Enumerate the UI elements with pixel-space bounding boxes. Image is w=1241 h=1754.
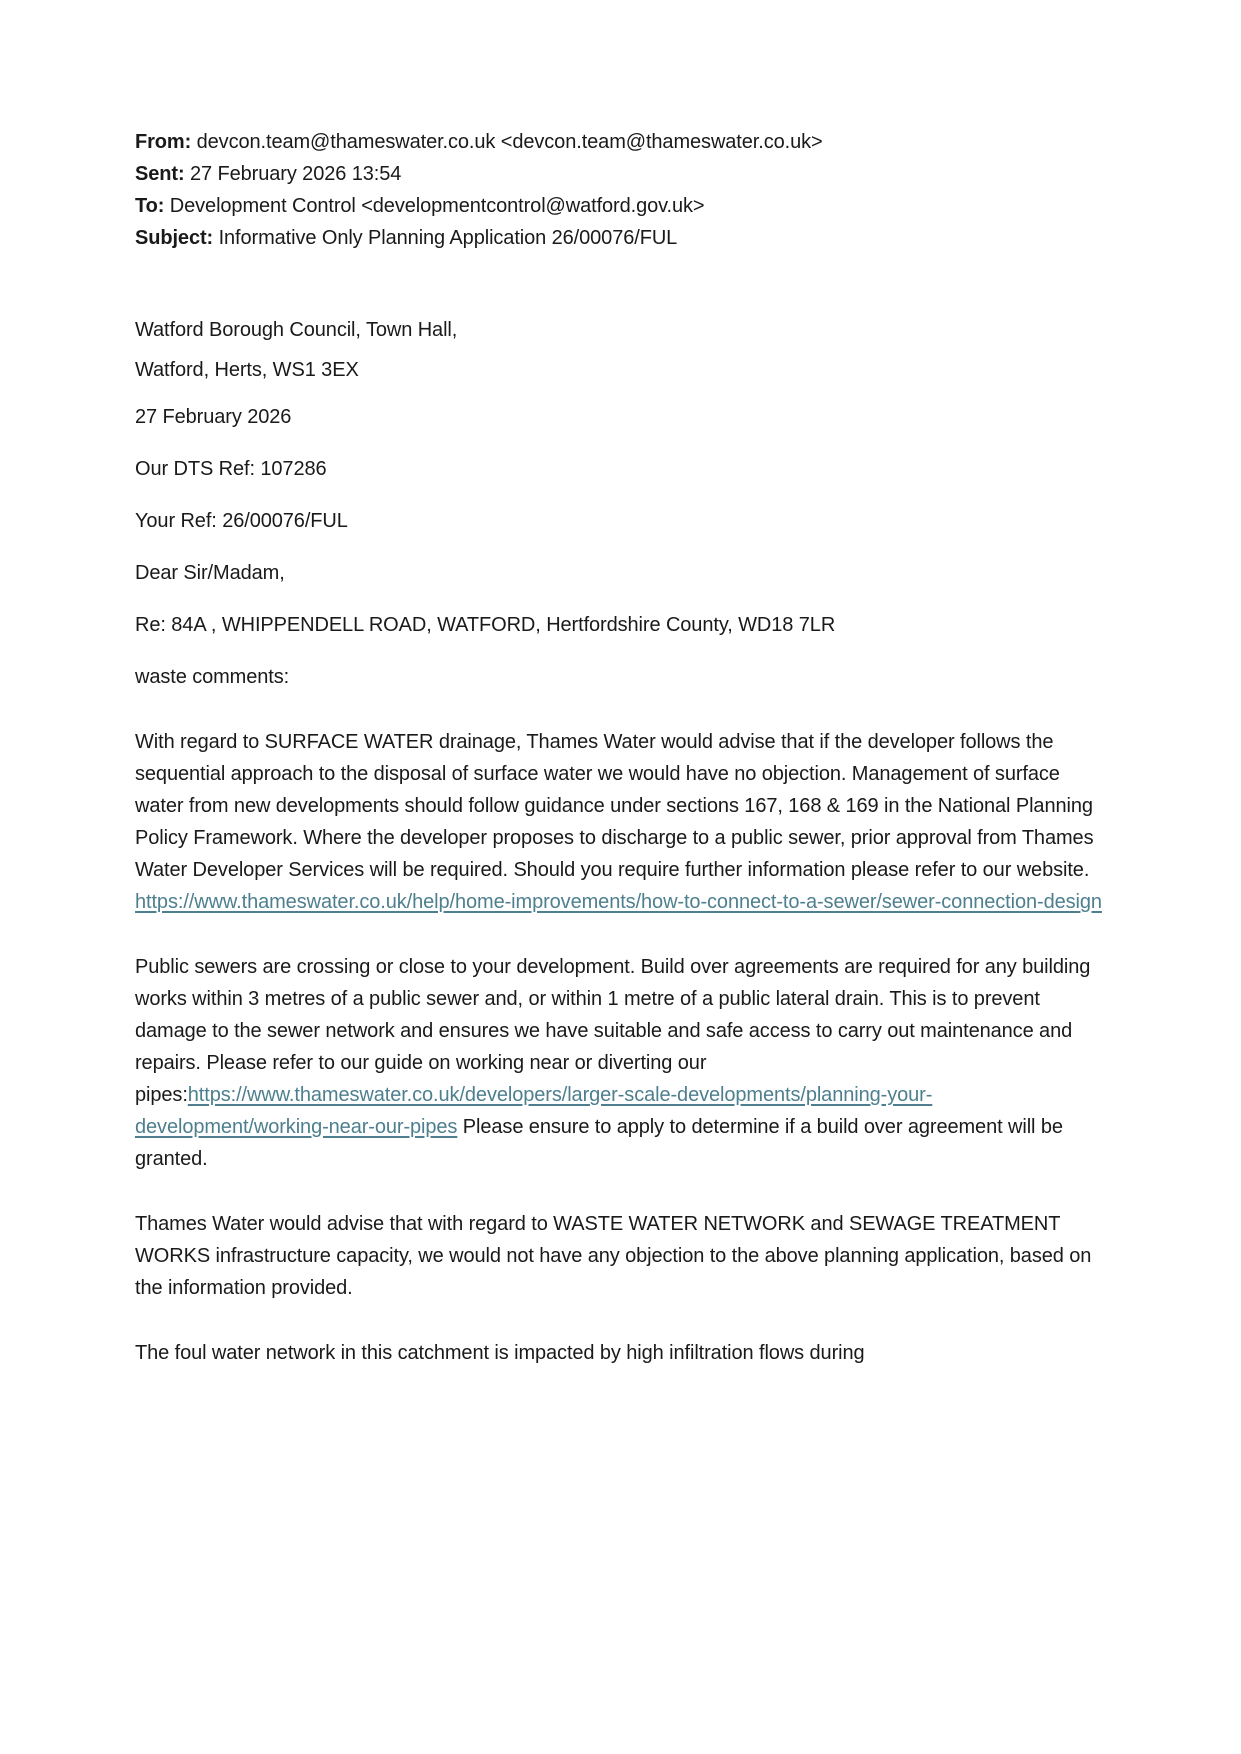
address-line-1: Watford Borough Council, Town Hall, — [135, 319, 458, 341]
paragraph-text: With regard to SURFACE WATER drainage, Thames Water would advise that if the developer follows the sequential approach to the disposal of surface water we would have no objection. Management of surface water from new developments should follow guidance under sections 167, 168 & 169 in the National Planning Policy Framework. Where the developer proposes to discharge to a public sewer, prior approval from Thames Water Developer Services will be required. Should you require further information please refer to our website. — [135, 731, 1094, 881]
paragraph-text: Thames Water would advise that with regard to WASTE WATER NETWORK and SEWAGE TREATMENT WORKS infrastructure capacity, we would not have any objection to the above planning application, based on the information provided. — [135, 1213, 1092, 1299]
address-line-2: Watford, Herts, WS1 3EX — [135, 359, 359, 381]
subject-label: Subject: — [135, 227, 214, 249]
from-value: devcon.team@thameswater.co.uk <devcon.team@thameswater.co.uk> — [196, 131, 823, 153]
email-header-from — [135, 126, 1106, 158]
paragraph-foul-water — [135, 1337, 1106, 1369]
to-label: To: — [135, 195, 165, 217]
hyperlink[interactable]: https://www.thameswater.co.uk/developers/larger-scale-developments/planning-your-development/working-near-our-pipes — [135, 1084, 933, 1138]
email-header-sent — [135, 158, 1106, 190]
email-header-subject — [135, 222, 1106, 254]
your-ref: Your Ref: 26/00076/FUL — [135, 510, 348, 532]
from-label: From: — [135, 131, 192, 153]
re-line: Re: 84A , WHIPPENDELL ROAD, WATFORD, Hertfordshire County, WD18 7LR — [135, 614, 836, 636]
email-header-to — [135, 190, 1106, 222]
letter-date: 27 February 2026 — [135, 406, 292, 428]
paragraph-waste-water-network — [135, 1208, 1106, 1304]
our-dts-ref: Our DTS Ref: 107286 — [135, 458, 327, 480]
paragraph-text: The foul water network in this catchment is impacted by high infiltration flows during — [135, 1342, 865, 1364]
paragraph-public-sewers — [135, 951, 1106, 1175]
recipient-address — [135, 314, 1106, 386]
email-header — [135, 126, 1106, 254]
comments-heading: waste comments: — [135, 666, 290, 688]
sent-label: Sent: — [135, 163, 185, 185]
paragraph-text: Public sewers are crossing or close to your development. Build over agreements are required for any building works within 3 metres of a public sewer and, or within 1 metre of a public lateral drain. This is to prevent damage to the sewer network and ensures we have suitable and safe access to carry out maintenance and repairs. Please refer to our guide on working near or diverting our pipes: — [135, 956, 1091, 1106]
to-value: Development Control <developmentcontrol@watford.gov.uk> — [169, 195, 705, 217]
sent-value: 27 February 2026 13:54 — [189, 163, 402, 185]
subject-value: Informative Only Planning Application 26/00076/FUL — [218, 227, 678, 249]
hyperlink[interactable]: https://www.thameswater.co.uk/help/home-improvements/how-to-connect-to-a-sewer/sewer-connection-design — [135, 891, 1102, 913]
paragraph-text: Please ensure to apply to determine if a build over agreement will be granted. — [135, 1116, 1063, 1170]
salutation: Dear Sir/Madam, — [135, 562, 285, 584]
paragraph-surface-water — [135, 726, 1106, 918]
